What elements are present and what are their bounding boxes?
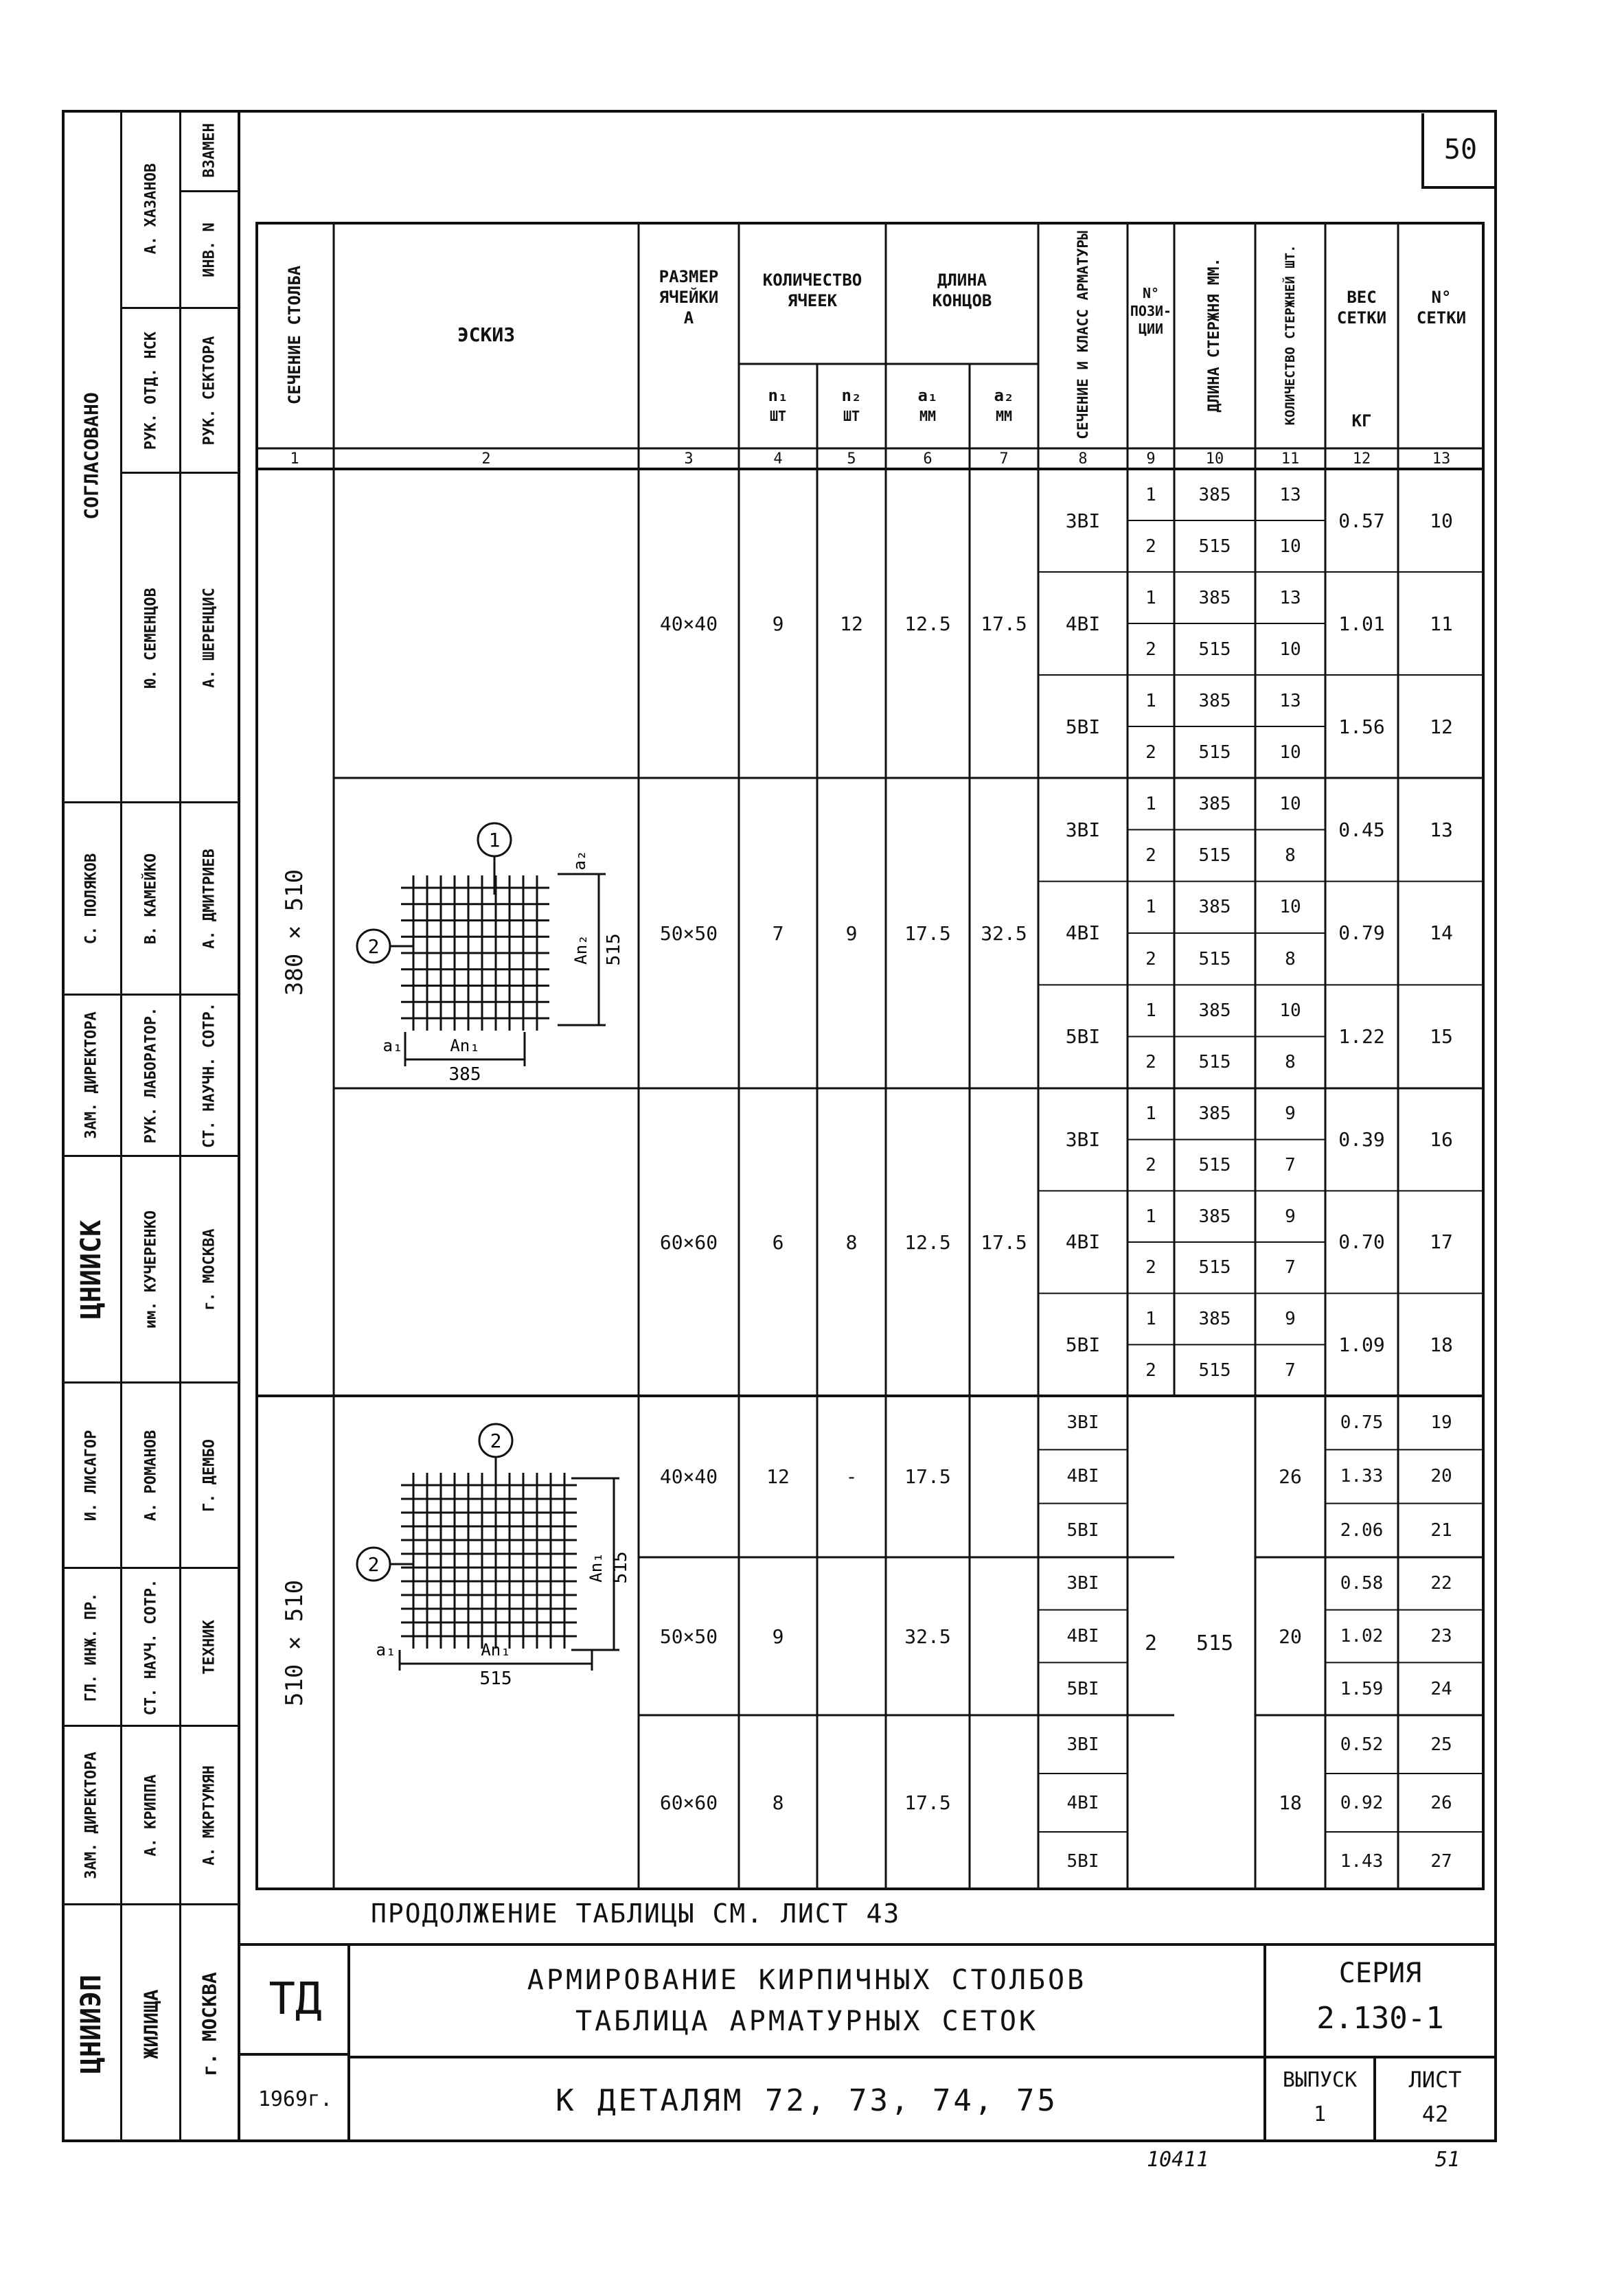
header-line: ШТ [843, 407, 860, 424]
stamp-name: А. ДМИТРИЕВ [201, 848, 218, 949]
bar-count: 8 [1285, 948, 1296, 969]
stamp-name: А. МКРТУМЯН [201, 1765, 218, 1866]
rebar-class: 3BI [1065, 509, 1101, 532]
label-an1: An₁ [450, 1036, 480, 1055]
tb-year: 1969г. [258, 2087, 333, 2111]
position-number: 1 [1145, 484, 1156, 505]
position-number: 2 [1145, 1154, 1156, 1175]
stamp-role: СТ. НАУЧН. СОТР. [201, 1002, 218, 1148]
position-number: 1 [1145, 793, 1156, 814]
dim-515-side: 515 [610, 1551, 631, 1584]
mesh-weight: 0.70 [1338, 1230, 1385, 1254]
stamp-name: И. ЛИСАГОР [82, 1430, 100, 1521]
tb-title-line1: АРМИРОВАНИЕ КИРПИЧНЫХ СТОЛБОВ [527, 1964, 1087, 1996]
tb-title-line2: ТАБЛИЦА АРМАТУРНЫХ СЕТОК [575, 2006, 1038, 2037]
header-bar-length: ДЛИНА СТЕРЖНЯ ММ. [1206, 257, 1223, 413]
mesh-weight: 0.79 [1338, 921, 1385, 945]
bar-length: 385 [1198, 1103, 1231, 1125]
label-an1-bottom: An₁ [481, 1640, 511, 1660]
bar-length: 515 [1198, 639, 1231, 660]
header-line: ММ [995, 407, 1013, 424]
stamp-cell [62, 1727, 120, 1905]
tb-issue-label: ВЫПУСК [1282, 2067, 1358, 2092]
bar-length: 385 [1198, 484, 1231, 505]
bar-count: 9 [1285, 1103, 1296, 1125]
label-a1: a₁ [376, 1640, 396, 1660]
rebar-class: 4BI [1065, 1230, 1101, 1254]
bar-count: 10 [1279, 639, 1301, 660]
mesh-number: 16 [1430, 1128, 1453, 1151]
bar-count: 18 [1279, 1791, 1302, 1814]
header-sketch: ЭСКИЗ [457, 323, 516, 346]
a1-value: 17.5 [904, 1791, 951, 1814]
institute-subtitle: ЖИЛИЩА [139, 1988, 162, 2059]
position-number: 1 [1145, 1103, 1156, 1125]
marker-2-left: 2 [367, 1553, 380, 1576]
header-position [1128, 263, 1174, 359]
dim-385: 385 [448, 1064, 481, 1085]
stamp-header: ИНВ. N [201, 222, 218, 277]
tb-title-line3: К ДЕТАЛЯМ 72, 73, 74, 75 [556, 2082, 1058, 2118]
stamp-col-1 [62, 110, 122, 2142]
stamp-name: А. КРИППА [142, 1774, 159, 1857]
a1-value: 17.5 [904, 921, 951, 945]
rebar-class: 3BI [1066, 1412, 1099, 1434]
bar-count: 7 [1285, 1257, 1296, 1278]
a1-value: 17.5 [904, 1465, 951, 1488]
stamp-cell [122, 996, 179, 1157]
n1-value: 8 [772, 1791, 784, 1814]
bar-count: 20 [1279, 1625, 1302, 1648]
tb-series-value: 2.130-1 [1316, 2000, 1444, 2036]
rebar-class: 4BI [1065, 921, 1101, 945]
position-number: 2 [1145, 948, 1156, 969]
bar-count: 10 [1279, 1000, 1301, 1021]
header-line: ЯЧЕЕК [787, 291, 838, 310]
cniisk-city: г. МОСКВА [201, 1228, 218, 1311]
stamp-role: СТ. НАУЧ. СОТР. [142, 1579, 159, 1715]
column-number: 10 [1205, 450, 1224, 468]
bar-count: 8 [1285, 1052, 1296, 1073]
cell-size: 40×40 [659, 612, 718, 635]
approval-stamp [62, 110, 240, 2142]
stamp-cell [181, 1569, 238, 1727]
column-number: 12 [1352, 450, 1371, 468]
n1-value: 6 [772, 1230, 784, 1254]
mesh-sketch-380x510 [345, 799, 633, 1087]
n2-value: 8 [845, 1230, 858, 1254]
stamp-cell [122, 110, 179, 309]
bar-count: 13 [1279, 484, 1301, 505]
header-a1 [886, 366, 970, 445]
position-number: 2 [1145, 639, 1156, 660]
mesh-number: 19 [1430, 1412, 1452, 1434]
agreed-label: СОГЛАСОВАНО [80, 391, 102, 520]
mesh-weight: 0.58 [1340, 1573, 1384, 1594]
stamp-cell [62, 1905, 120, 2142]
a1-value: 12.5 [904, 1230, 951, 1254]
bar-count: 26 [1279, 1465, 1302, 1488]
mesh-number: 27 [1430, 1850, 1452, 1872]
stamp-name: Г. ДЕМБО [201, 1438, 218, 1512]
bar-length: 385 [1198, 1308, 1231, 1329]
tb-issue-value: 1 [1313, 2102, 1327, 2126]
column-number: 5 [847, 450, 856, 468]
stamp-cell [181, 1157, 238, 1384]
cell-size: 40×40 [659, 1465, 718, 1488]
position-number: 2 [1145, 742, 1156, 763]
header-line: ЯЧЕЙКИ [659, 288, 719, 307]
header-line: N° [1431, 288, 1452, 307]
mesh-number: 20 [1430, 1466, 1452, 1487]
stamp-cell [62, 1157, 120, 1384]
stamp-cell [181, 192, 238, 309]
bar-count: 10 [1279, 897, 1301, 918]
stamp-cell [181, 1727, 238, 1905]
header-line: ММ [919, 407, 937, 424]
mesh-weight: 1.43 [1340, 1850, 1384, 1872]
cell-size: 60×60 [659, 1791, 718, 1814]
marker-1: 1 [488, 829, 501, 851]
stamp-cell [181, 1905, 238, 2142]
stamp-role: РУК. СЕКТОРА [201, 336, 218, 445]
n2-value: 12 [840, 612, 863, 635]
position-number: 2 [1145, 845, 1156, 866]
a2-value: 17.5 [981, 1230, 1027, 1254]
column-number: 2 [481, 450, 491, 468]
section-380x510: 380 × 510 [281, 869, 308, 996]
stamp-cell [62, 1569, 120, 1727]
header-line: СЕТКИ [1416, 308, 1467, 328]
bar-length: 385 [1198, 1000, 1231, 1021]
bar-count: 13 [1279, 690, 1301, 711]
cell-size: 60×60 [659, 1230, 718, 1254]
mesh-number: 22 [1430, 1573, 1452, 1594]
rebar-class: 5BI [1066, 1850, 1099, 1872]
mesh-number: 15 [1430, 1025, 1453, 1048]
position-number: 1 [1145, 897, 1156, 918]
column-number: 8 [1078, 450, 1088, 468]
rebar-class: 5BI [1066, 1519, 1099, 1541]
continuation-note: ПРОДОЛЖЕНИЕ ТАБЛИЦЫ СМ. ЛИСТ 43 [371, 1898, 901, 1929]
cniisk-subtitle: им. КУЧЕРЕНКО [142, 1210, 159, 1329]
n1-value: 9 [772, 612, 784, 635]
bar-count: 7 [1285, 1359, 1296, 1381]
header-line: N° [1142, 285, 1160, 301]
mesh-weight: 0.52 [1340, 1734, 1384, 1755]
header-line: n₁ [768, 385, 788, 405]
rebar-mesh-table [255, 222, 1485, 1890]
header-ends-length [886, 249, 1038, 332]
column-number: 6 [923, 450, 933, 468]
institute-logo: ЦНИИЭП [75, 1974, 107, 2074]
position-number: 2 [1145, 536, 1156, 557]
rebar-class: 3BI [1065, 818, 1101, 841]
stamp-cell [181, 309, 238, 474]
bar-length: 515 [1198, 948, 1231, 969]
stamp-cell [62, 110, 120, 803]
cell-size: 50×50 [659, 1625, 718, 1648]
bottom-sheet-number: 51 [1435, 2148, 1461, 2172]
stamp-cell [62, 803, 120, 996]
stamp-cell [122, 474, 179, 803]
header-line: ВЕС [1347, 288, 1377, 307]
rebar-class: 4BI [1066, 1466, 1099, 1487]
header-line: ПОЗИ- [1130, 303, 1172, 319]
header-line: КОНЦОВ [932, 291, 992, 310]
mesh-weight: 0.92 [1340, 1792, 1384, 1813]
mesh-weight: 1.02 [1340, 1625, 1384, 1646]
n2-value [817, 1715, 886, 1890]
bar-count: 7 [1285, 1154, 1296, 1175]
bar-count: 9 [1285, 1308, 1296, 1329]
bar-length: 385 [1198, 1206, 1231, 1227]
mesh-weight: 0.75 [1340, 1412, 1384, 1434]
tb-divider [350, 2056, 1263, 2058]
header-n1 [739, 366, 817, 445]
tb-sheet-value: 42 [1421, 2101, 1449, 2127]
mesh-weight: 1.33 [1340, 1466, 1384, 1487]
column-number: 3 [684, 450, 694, 468]
bar-length: 515 [1198, 1359, 1231, 1381]
bar-count: 8 [1285, 845, 1296, 866]
column-number: 7 [999, 450, 1009, 468]
column-number: 1 [290, 450, 299, 468]
label-an2: An₂ [571, 934, 591, 965]
header-weight [1325, 277, 1398, 338]
position-number: 2 [1145, 1359, 1156, 1381]
stamp-name: С. ПОЛЯКОВ [82, 853, 100, 944]
header-line: ЦИИ [1138, 321, 1164, 337]
stamp-cell [122, 803, 179, 996]
column-number: 11 [1281, 450, 1300, 468]
stamp-cell [122, 1905, 179, 2142]
header-cell-size [639, 249, 739, 345]
n2-value: - [845, 1465, 858, 1488]
tb-sheet-label: ЛИСТ [1408, 2067, 1462, 2093]
rebar-class: 4BI [1066, 1792, 1099, 1813]
bar-count: 10 [1279, 793, 1301, 814]
mesh-weight: 2.06 [1340, 1519, 1384, 1541]
header-line: ШТ [769, 407, 787, 424]
n1-value: 9 [772, 1625, 784, 1648]
header-n2 [817, 366, 886, 445]
bar-count: 10 [1279, 536, 1301, 557]
mesh-number: 11 [1430, 612, 1453, 635]
stamp-name: Ю. СЕМЕНЦОВ [142, 587, 159, 688]
a2-value: 17.5 [981, 612, 1027, 635]
header-weight-unit: КГ [1351, 411, 1372, 431]
mesh-weight: 1.59 [1340, 1678, 1384, 1699]
header-rebar: СЕЧЕНИЕ И КЛАСС АРМАТУРЫ [1075, 231, 1091, 439]
header-mesh-no [1398, 277, 1485, 338]
mesh-number: 23 [1430, 1625, 1452, 1646]
n1-value: 7 [772, 921, 784, 945]
rebar-class: 4BI [1065, 612, 1101, 635]
mesh-weight: 1.01 [1338, 612, 1385, 635]
stamp-cell [181, 474, 238, 803]
bar-length: 385 [1198, 587, 1231, 608]
stamp-cell [62, 996, 120, 1157]
position-number: 2 [1145, 1257, 1156, 1278]
mesh-weight: 1.09 [1338, 1333, 1385, 1356]
rebar-class: 4BI [1066, 1625, 1099, 1646]
n2-value [817, 1557, 886, 1715]
rebar-class: 3BI [1065, 1128, 1101, 1151]
a2-value: 32.5 [981, 921, 1027, 945]
stamp-col-3 [181, 110, 238, 2142]
bar-count: 10 [1279, 742, 1301, 763]
n1-value: 12 [766, 1465, 790, 1488]
header-section: СЕЧЕНИЕ СТОЛБА [285, 265, 304, 405]
a1-value: 12.5 [904, 612, 951, 635]
header-line: a₂ [994, 385, 1014, 405]
header-bar-count: КОЛИЧЕСТВО СТЕРЖНЕЙ ШТ. [1283, 244, 1298, 426]
title-block [240, 1943, 1497, 2142]
position-number: 2 [1145, 1052, 1156, 1073]
bar-length: 515 [1198, 1257, 1231, 1278]
mesh-number: 17 [1430, 1230, 1453, 1254]
bar-length: 385 [1198, 690, 1231, 711]
bar-length: 515 [1198, 1154, 1231, 1175]
header-line: n₂ [841, 385, 862, 405]
stamp-header: ВЗАМЕН [201, 122, 218, 178]
column-number: 4 [773, 450, 783, 468]
tb-code: ТД [240, 1946, 350, 2056]
stamp-cell [122, 1727, 179, 1905]
stamp-cell [181, 1384, 238, 1569]
cell-size: 50×50 [659, 921, 718, 945]
rebar-class: 5BI [1065, 1025, 1101, 1048]
mesh-number: 21 [1430, 1519, 1452, 1541]
bar-length: 385 [1198, 793, 1231, 814]
header-line: А [683, 308, 694, 328]
stamp-cell [122, 1569, 179, 1727]
position-number: 1 [1145, 587, 1156, 608]
bar-length: 515 [1198, 845, 1231, 866]
position-number: 1 [1145, 1000, 1156, 1021]
stamp-role: РУК. ЛАБОРАТОР. [142, 1007, 159, 1144]
stamp-role: РУК. ОТД. НСК [142, 331, 159, 450]
marker-2-top: 2 [490, 1430, 502, 1452]
mesh-weight: 0.57 [1338, 509, 1385, 532]
stamp-cell [122, 309, 179, 474]
header-line: a₁ [917, 385, 938, 405]
mesh-number: 26 [1430, 1792, 1452, 1813]
position-number: 1 [1145, 1206, 1156, 1227]
position-number: 1 [1145, 690, 1156, 711]
stamp-role: ГЛ. ИНЖ. ПР. [82, 1592, 100, 1701]
mesh-weight: 0.39 [1338, 1128, 1385, 1151]
tb-series-label: СЕРИЯ [1338, 1958, 1422, 1989]
stamp-role: ЗАМ. ДИРЕКТОРА [82, 1011, 100, 1139]
stamp-cell [181, 803, 238, 996]
stamp-role: ТЕХНИК [201, 1619, 218, 1675]
stamp-name: В. КАМЕЙКО [142, 853, 159, 944]
bar-length: 515 [1196, 1631, 1234, 1655]
bar-length: 385 [1198, 897, 1231, 918]
header-a2 [970, 366, 1038, 445]
page-number: 50 [1421, 113, 1497, 189]
label-an1-side: An₁ [586, 1552, 606, 1583]
rebar-class: 3BI [1066, 1734, 1099, 1755]
tb-divider [1266, 2056, 1494, 2058]
stamp-name: А. ШЕРЕНЦИС [201, 587, 218, 688]
stamp-cell [181, 996, 238, 1157]
archive-number: 10411 [1147, 2148, 1209, 2172]
stamp-name: А. ХАЗАНОВ [142, 163, 159, 254]
mesh-number: 24 [1430, 1678, 1452, 1699]
rebar-class: 5BI [1065, 715, 1101, 738]
column-number: 9 [1146, 450, 1156, 468]
header-line: СЕТКИ [1336, 308, 1387, 328]
mesh-weight: 0.45 [1338, 818, 1385, 841]
header-line: РАЗМЕР [659, 267, 719, 286]
stamp-role: ЗАМ. ДИРЕКТОРА [82, 1751, 100, 1879]
stamp-cell [122, 1384, 179, 1569]
header-cell-count [739, 249, 886, 332]
rebar-class: 5BI [1066, 1678, 1099, 1699]
header-line: КОЛИЧЕСТВО [762, 271, 862, 290]
bar-length: 515 [1198, 742, 1231, 763]
mesh-number: 12 [1430, 715, 1453, 738]
label-a2: a₂ [570, 850, 589, 871]
mesh-number: 18 [1430, 1333, 1453, 1356]
bar-count: 9 [1285, 1206, 1296, 1227]
n2-value: 9 [845, 921, 858, 945]
stamp-col-2 [122, 110, 181, 2142]
header-line: ДЛИНА [937, 271, 987, 290]
mesh-number: 14 [1430, 921, 1453, 945]
mesh-number: 10 [1430, 509, 1453, 532]
section-510x510: 510 × 510 [281, 1579, 308, 1707]
stamp-cell [122, 1157, 179, 1384]
bar-length: 515 [1198, 1052, 1231, 1073]
cniisk-logo: ЦНИИСК [75, 1219, 107, 1319]
marker-2: 2 [367, 935, 380, 958]
stamp-cell [181, 110, 238, 192]
label-a1: a₁ [382, 1036, 403, 1055]
bar-count: 13 [1279, 587, 1301, 608]
institute-city: г. МОСКВА [198, 1971, 221, 2076]
mesh-number: 25 [1430, 1734, 1452, 1755]
bar-length: 515 [1198, 536, 1231, 557]
mesh-weight: 1.22 [1338, 1025, 1385, 1048]
stamp-cell [62, 1384, 120, 1569]
position-number: 2 [1144, 1631, 1158, 1655]
rebar-class: 5BI [1065, 1333, 1101, 1356]
mesh-weight: 1.56 [1338, 715, 1385, 738]
mesh-sketch-510x510 [345, 1403, 633, 1691]
stamp-name: А. РОМАНОВ [142, 1430, 159, 1521]
mesh-number: 13 [1430, 818, 1453, 841]
column-number: 13 [1432, 450, 1451, 468]
dim-515-bottom: 515 [479, 1668, 512, 1689]
rebar-class: 3BI [1066, 1573, 1099, 1594]
position-number: 1 [1145, 1308, 1156, 1329]
dim-515: 515 [604, 933, 624, 966]
a1-value: 32.5 [904, 1625, 951, 1648]
